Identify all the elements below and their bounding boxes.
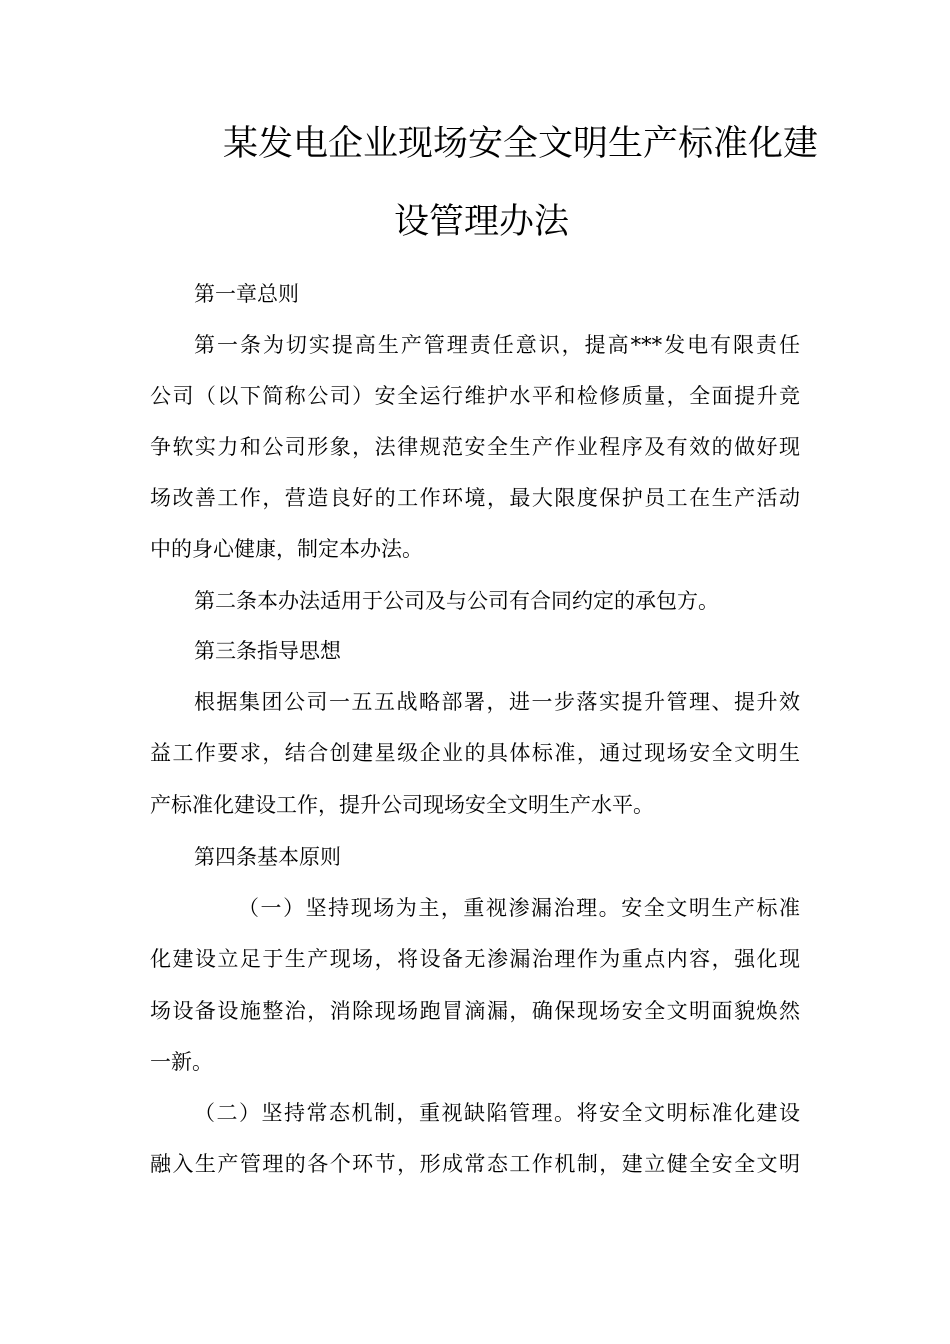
article-3-line-3: 产标准化建设工作，提升公司现场安全文明生产水平。 bbox=[150, 793, 654, 817]
article-1-line-1: 第一条为切实提高生产管理责任意识，提高***发电有限责任 bbox=[194, 333, 800, 357]
document-title-line-1: 某发电企业现场安全文明生产标准化建 bbox=[223, 124, 819, 164]
article-3-line-2: 益工作要求，结合创建星级企业的具体标准，通过现场安全文明生 bbox=[150, 741, 800, 765]
principle-2-line-1: （二）坚持常态机制，重视缺陷管理。将安全文明标准化建设 bbox=[194, 1101, 800, 1125]
document-title-line-2: 设管理办法 bbox=[394, 202, 570, 242]
article-1-line-4: 场改善工作，营造良好的工作环境，最大限度保护员工在生产活动 bbox=[150, 486, 800, 510]
article-1-line-2: 公司（以下简称公司）安全运行维护水平和检修质量，全面提升竞 bbox=[150, 384, 800, 408]
chapter-heading: 第一章总则 bbox=[194, 282, 299, 306]
article-3-heading: 第三条指导思想 bbox=[194, 639, 341, 663]
article-3-line-1: 根据集团公司一五五战略部署，进一步落实提升管理、提升效 bbox=[194, 690, 800, 714]
article-2: 第二条本办法适用于公司及与公司有合同约定的承包方。 bbox=[194, 589, 719, 613]
article-1-line-5: 中的身心健康，制定本办法。 bbox=[150, 537, 423, 561]
principle-1-line-1: （一）坚持现场为主，重视渗漏治理。安全文明生产标准 bbox=[238, 896, 800, 920]
principle-1-line-4: 一新。 bbox=[150, 1050, 213, 1074]
principle-1-line-3: 场设备设施整治，消除现场跑冒滴漏，确保现场安全文明面貌焕然 bbox=[150, 999, 800, 1023]
article-4-heading: 第四条基本原则 bbox=[194, 845, 341, 869]
article-1-line-3: 争软实力和公司形象，法律规范安全生产作业程序及有效的做好现 bbox=[150, 435, 800, 459]
principle-1-line-2: 化建设立足于生产现场，将设备无渗漏治理作为重点内容，强化现 bbox=[150, 947, 800, 971]
principle-2-line-2: 融入生产管理的各个环节，形成常态工作机制，建立健全安全文明 bbox=[150, 1152, 800, 1176]
